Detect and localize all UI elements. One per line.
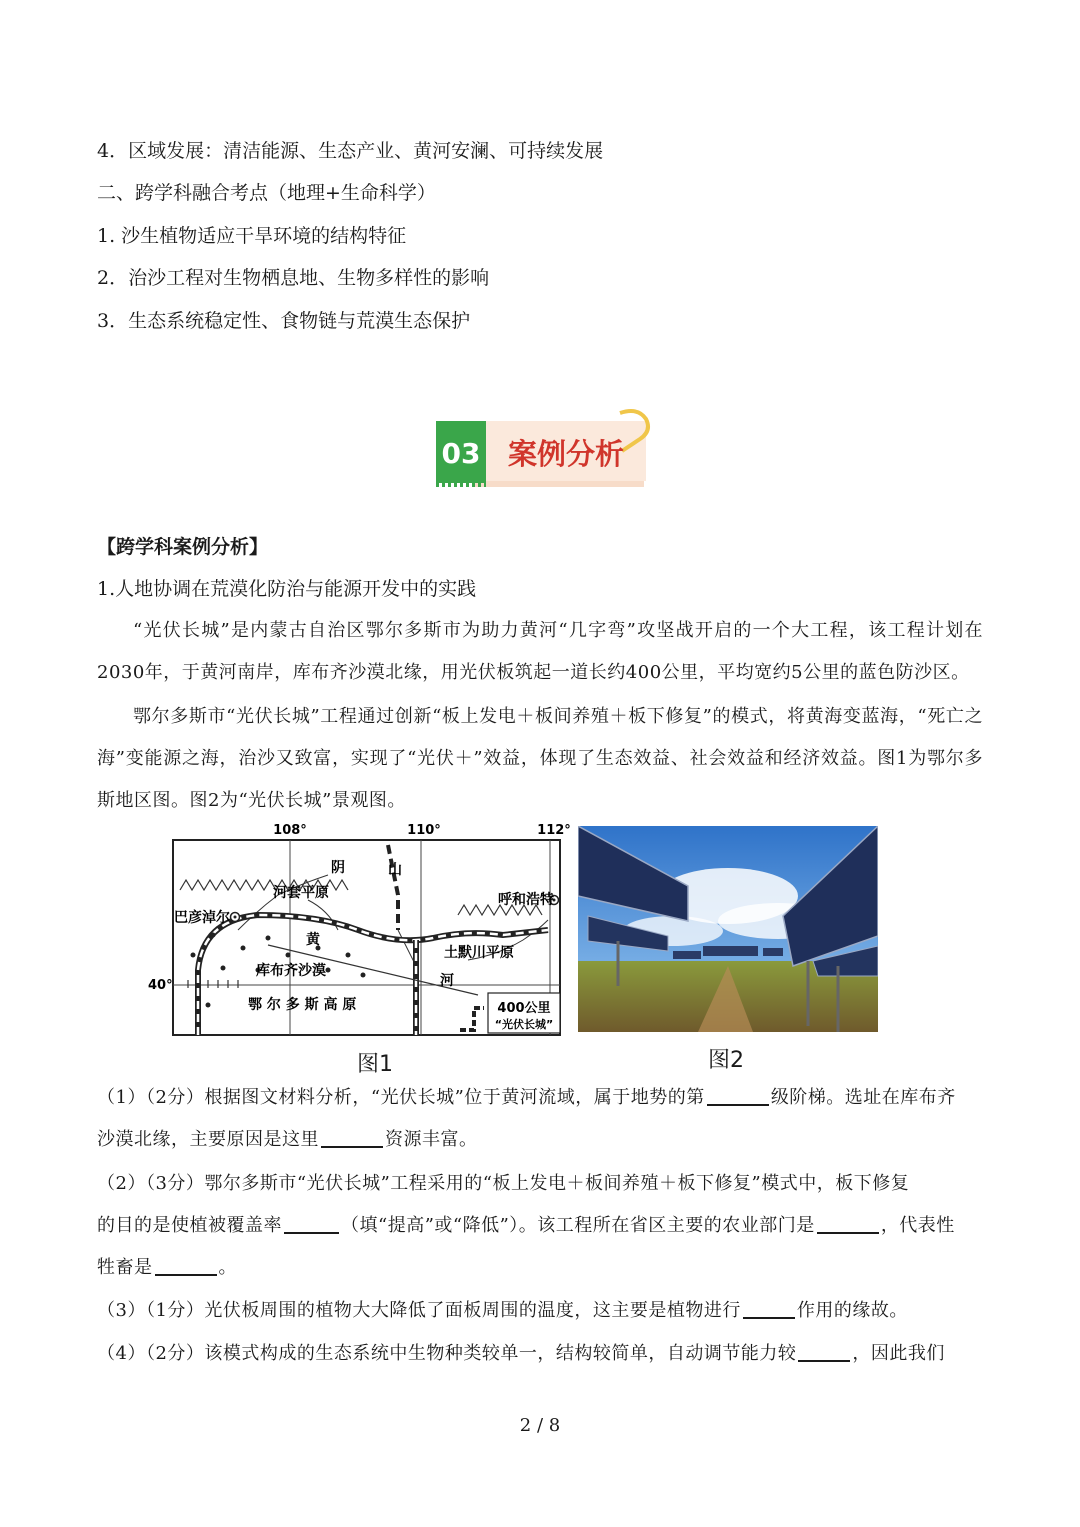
outline-item-3: 3．生态系统稳定性、食物链与荒漠生态保护 <box>97 310 471 332</box>
legend-length: 400公里 <box>497 1001 551 1016</box>
question-2: （2）（3分）鄂尔多斯市“光伏长城”工程采用的“板上发电＋板间养殖＋板下修复”模式中，板下修复 的目的是使植被覆盖率 （填“提高”或“降低”）。该工程所在省区主要的农业部门是 ，代表性 牲畜是 。 <box>97 1173 955 1278</box>
lat-label-40: 40° <box>148 978 173 993</box>
label-he: 河 <box>440 973 454 989</box>
label-hohhot: 呼和浩特 <box>498 892 554 908</box>
answer-blank-2[interactable] <box>321 1128 383 1148</box>
figure-2-caption: 图2 <box>708 1048 744 1073</box>
page-number: 2 / 8 <box>519 1415 561 1436</box>
label-yin: 阴 <box>331 860 345 876</box>
answer-blank-4[interactable] <box>817 1214 879 1234</box>
section-banner <box>430 405 660 500</box>
banner-title: 案例分析 <box>507 437 625 471</box>
outline-item-1: 1. 沙生植物适应干旱环境的结构特征 <box>97 225 407 247</box>
figure-1-caption: 图1 <box>357 1052 393 1077</box>
legend-pv-wall: “光伏长城” <box>494 1018 554 1031</box>
label-kubuqi-desert: 库布齐沙漠 <box>256 963 326 979</box>
case-heading: 【跨学科案例分析】 <box>97 536 269 558</box>
label-ordos-plateau: 鄂 尔 多 斯 高 原 <box>248 997 357 1013</box>
lon-label-112: 112° <box>537 823 571 838</box>
answer-blank-3[interactable] <box>284 1214 339 1234</box>
ordos-region-map <box>148 820 573 1045</box>
case-title: 1.人地协调在荒漠化防治与能源开发中的实践 <box>97 578 477 600</box>
lon-label-110: 110° <box>407 823 441 838</box>
label-huang: 黄 <box>306 932 320 948</box>
label-tumochuan-plain: 土默川平原 <box>444 945 514 961</box>
outline-item-4: 4．区域发展：清洁能源、生态产业、黄河安澜、可持续发展 <box>97 140 604 162</box>
label-shan: 山 <box>388 862 402 878</box>
label-hetao-plain: 河套平原 <box>273 885 329 901</box>
question-3: （3）（1分）光伏板周围的植物大大降低了面板周围的温度，这主要是植物进行 作用的缘故。 <box>97 1300 908 1321</box>
answer-blank-6[interactable] <box>743 1299 795 1319</box>
case-paragraph-2: 鄂尔多斯市“光伏长城”工程通过创新“板上发电＋板间养殖＋板下修复”的模式，将黄海变蓝海，“死亡之海”变能源之海，治沙又致富，实现了“光伏＋”效益，体现了生态效益、社会效益和经济效益。图1为鄂尔多斯地区图。图2为“光伏长城”景观图。 <box>97 706 983 811</box>
pv-great-wall-photo <box>578 826 878 1032</box>
answer-blank-5[interactable] <box>155 1256 217 1276</box>
outline-item-2: 2．治沙工程对生物栖息地、生物多样性的影响 <box>97 267 490 289</box>
label-bayannur: 巴彦淖尔 <box>174 910 230 926</box>
banner-number: 03 <box>441 437 481 470</box>
question-1: （1）（2分）根据图文材料分析，“光伏长城”位于黄河流域，属于地势的第 级阶梯。选址在库布齐 沙漠北缘，主要原因是这里 资源丰富。 <box>97 1087 956 1150</box>
answer-blank-7[interactable] <box>798 1342 850 1362</box>
question-4: （4）（2分）该模式构成的生态系统中生物种类较单一，结构较简单，自动调节能力较 ，因此我们 <box>97 1343 945 1364</box>
lon-label-108: 108° <box>273 823 307 838</box>
case-paragraph-1: “光伏长城”是内蒙古自治区鄂尔多斯市为助力黄河“几字弯”攻坚战开启的一个大工程，该工程计划在2030年，于黄河南岸，库布齐沙漠北缘，用光伏板筑起一道长约400公里，平均宽约5公里的蓝色防沙区。 <box>97 620 983 683</box>
section-heading: 二、跨学科融合考点（地理+生命科学） <box>97 182 436 204</box>
answer-blank-1[interactable] <box>707 1086 769 1106</box>
